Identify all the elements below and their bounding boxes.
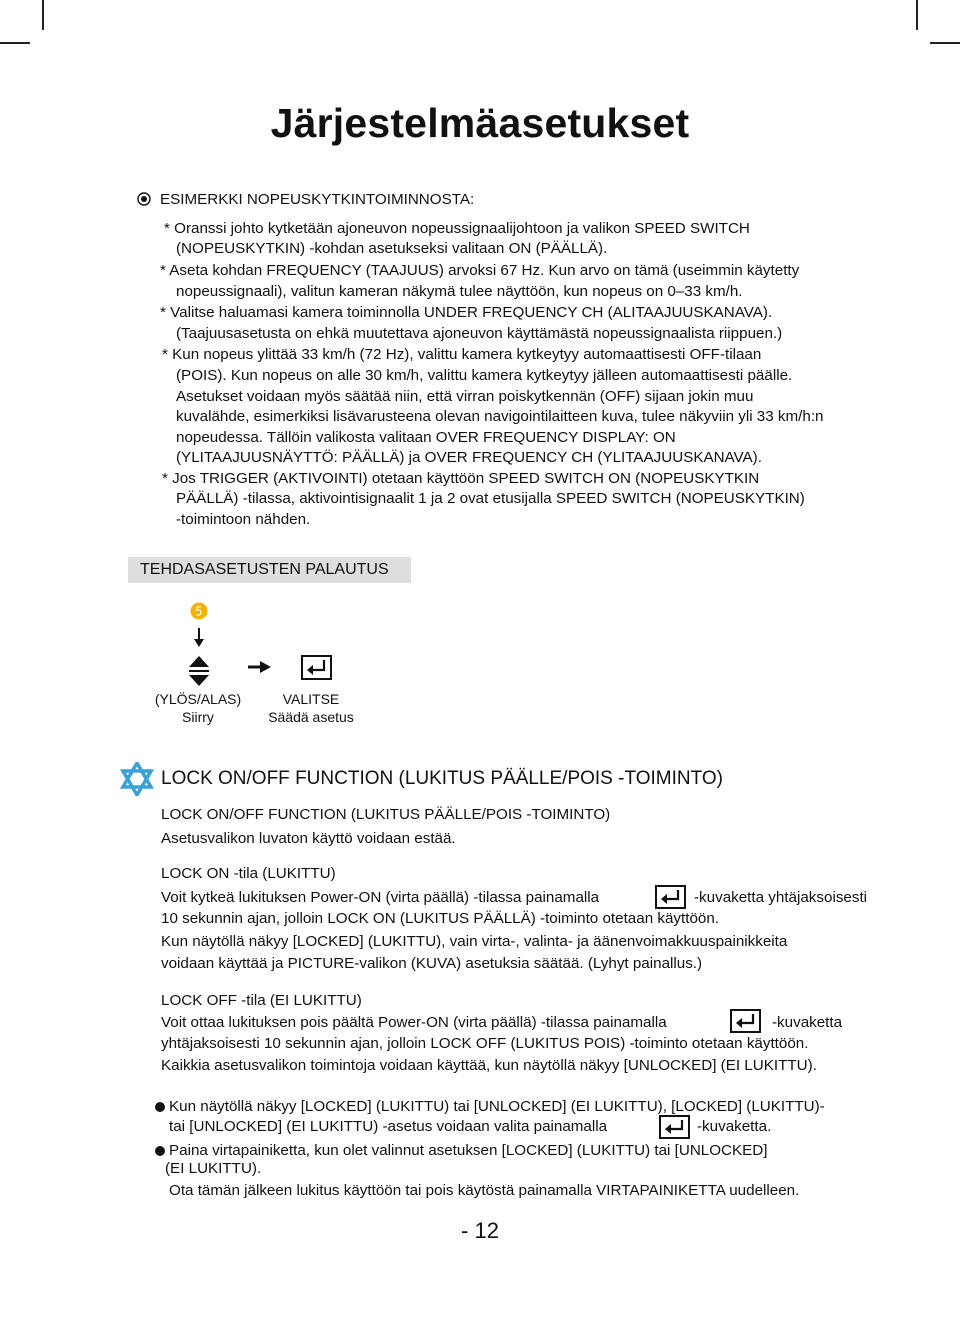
example-line: * Aseta kohdan FREQUENCY (TAAJUUS) arvoksi 67 Hz. Kun arvo on tämä (useimmin käytetty [160,262,800,279]
lock-on-line3: Kun näytöllä näkyy [LOCKED] (LUKITTU), vain virta-, valinta- ja äänenvoimakkuuspainikkeita [161,933,788,950]
bullet-dot [155,1102,165,1112]
right-arrow-icon [248,660,272,674]
lock-off-line1-b: -kuvaketta [772,1014,843,1031]
bullet1-line2-a: tai [UNLOCKED] (EI LUKITTU) -asetus voidaan valita painamalla [169,1118,608,1135]
example-line: (Taajuusasetusta on ehkä muutettava ajoneuvon käyttämästä nopeussignaalista riippuen.) [176,325,783,342]
lock-on-line1-a: Voit kytkeä lukituksen Power-ON (virta päällä) -tilassa painamalla [161,889,600,906]
lock-on-line1-b: -kuvaketta yhtäjaksoisesti [694,889,868,906]
example-line: -toimintoon nähden. [176,511,311,528]
label-select-top: VALITSE [282,691,340,707]
enter-key-icon[interactable] [655,885,686,909]
step-number: 5 [195,604,203,619]
example-line: Asetukset voidaan myös säätää niin, että virran poiskytkennän (OFF) sijaan jokin muu [176,388,754,405]
lock-off-line1-a: Voit ottaa lukituksen pois päältä Power-ON (virta päällä) -tilassa painamalla [161,1014,667,1031]
crop-mark-top-right [916,0,918,30]
enter-key-icon[interactable] [301,655,332,680]
example-line: (POIS). Kun nopeus on alle 30 km/h, valittu kamera kytkeytyy jälleen automaattisesti päälle. [176,367,793,384]
example-line: * Oranssi johto kytketään ajoneuvon nopeussignaalijohtoon ja valikon SPEED SWITCH [164,220,750,237]
example-line: (YLITAAJUUSNÄYTTÖ: PÄÄLLÄ) ja OVER FREQUENCY CH (YLITAAJUUSKANAVA). [176,449,762,466]
star-of-david-icon [120,762,154,796]
example-line: * Valitse haluamasi kamera toiminnolla UNDER FREQUENCY CH (ALITAAJUUSKANAVA). [160,304,773,321]
label-updown-bottom: Siirry [182,709,214,725]
bullet1-line2-b: -kuvaketta. [697,1118,772,1135]
page-title: Järjestelmäasetukset [270,100,690,146]
example-heading: ESIMERKKI NOPEUSKYTKINTOIMINNOSTA: [160,191,475,208]
up-down-icon[interactable] [187,655,211,687]
page-number: - 12 [461,1218,499,1243]
lock-heading: LOCK ON/OFF FUNCTION (LUKITUS PÄÄLLE/POIS -TOIMINTO) [161,768,723,789]
factory-reset-heading: TEHDASASETUSTEN PALAUTUS [128,557,411,583]
example-line: nopeudessa. Tällöin valikosta valitaan OVER FREQUENCY DISPLAY: ON [176,429,676,446]
target-bullet-icon [137,192,151,206]
step-number-icon [190,602,208,620]
bullet-dot [155,1146,165,1156]
lock-subheading: LOCK ON/OFF FUNCTION (LUKITUS PÄÄLLE/POIS -TOIMINTO) [161,806,611,823]
lock-on-title: LOCK ON -tila (LUKITTU) [161,865,336,882]
example-line: * Kun nopeus ylittää 33 km/h (72 Hz), valittu kamera kytkeytyy automaattisesti OFF-tilaan [162,346,762,363]
bullet2-line1: Paina virtapainiketta, kun olet valinnut asetuksen [LOCKED] (LUKITTU) tai [UNLOCKED] [169,1142,768,1159]
lock-off-title: LOCK OFF -tila (EI LUKITTU) [161,992,362,1009]
bullet1-line1: Kun näytöllä näkyy [LOCKED] (LUKITTU) tai [UNLOCKED] (EI LUKITTU), [LOCKED] (LUKITTU)- [169,1098,825,1115]
label-select-bottom: Säädä asetus [268,709,354,725]
crop-mark-top-right-h [930,42,960,44]
enter-key-icon[interactable] [659,1115,690,1139]
label-updown-top: (YLÖS/ALAS) [154,691,242,707]
example-line: * Jos TRIGGER (AKTIVOINTI) otetaan käyttöön SPEED SWITCH ON (NOPEUSKYTKIN [162,470,760,487]
lock-off-line3: Kaikkia asetusvalikon toimintoja voidaan käyttää, kun näytöllä näkyy [UNLOCKED] (EI LUKITTU). [161,1057,817,1074]
enter-key-icon[interactable] [730,1009,761,1033]
lock-off-line2: yhtäjaksoisesti 10 sekunnin ajan, jolloin LOCK OFF (LUKITUS POIS) -toiminto otetaan käyttöön. [161,1035,809,1052]
example-line: nopeussignaali), valitun kameran näkymä tulee näyttöön, kun nopeus on 0–33 km/h. [176,283,743,300]
lock-on-line4: voidaan käyttää ja PICTURE-valikon (KUVA) asetuksia säätää. (Lyhyt painallus.) [161,955,703,972]
bullet2-line2: (EI LUKITTU). [165,1160,262,1177]
down-arrow-icon [193,628,205,648]
bullet2-line3: Ota tämän jälkeen lukitus käyttöön tai pois käytöstä painamalla VIRTAPAINIKETTA uudelleen. [169,1182,800,1199]
lock-on-line2: 10 sekunnin ajan, jolloin LOCK ON (LUKITUS PÄÄLLÄ) -toiminto otetaan käyttöön. [161,910,719,927]
example-line: kuvalähde, esimerkiksi lisävarusteena olevan navigointilaitteen kuva, tulee näkyviin yli 33 km/h:n [176,408,824,425]
crop-mark-top-left-h [0,42,30,44]
example-line: PÄÄLLÄ) -tilassa, aktivointisignaalit 1 ja 2 ovat etusijalla SPEED SWITCH (NOPEUSKYTKIN) [176,490,805,507]
lock-intro: Asetusvalikon luvaton käyttö voidaan estää. [161,830,456,847]
crop-mark-top-left [42,0,44,30]
example-line: (NOPEUSKYTKIN) -kohdan asetukseksi valitaan ON (PÄÄLLÄ). [176,240,608,257]
